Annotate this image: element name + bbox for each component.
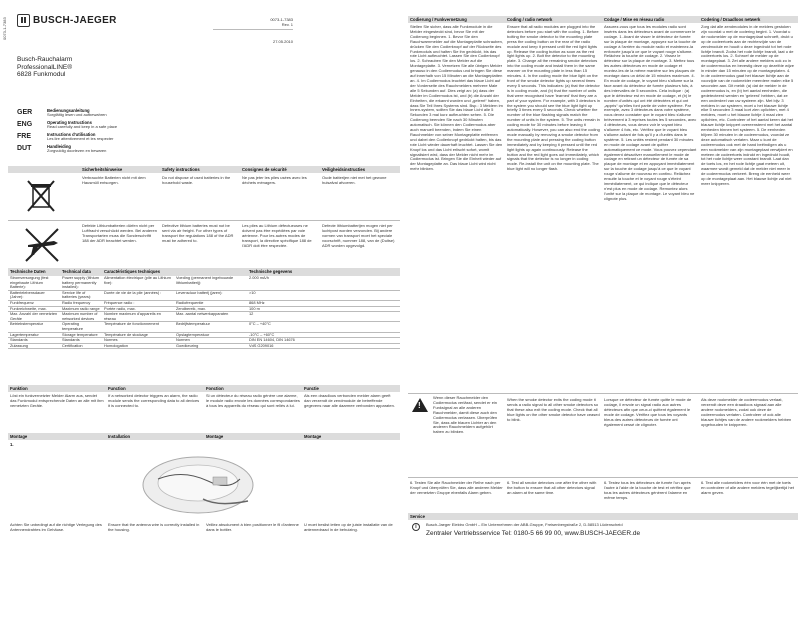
- lang-code: FRE: [17, 132, 31, 140]
- tech-label: Durée de vie de la pile (années) :: [104, 289, 162, 295]
- tech-label: Bedrijfstemperatuur: [176, 321, 210, 327]
- brand-logo: [17, 14, 117, 27]
- montage-caption: U moet beslist letten op de juiste installatie van de antennedraad in de behuizing.: [304, 522, 393, 532]
- info-icon: i: [412, 523, 420, 531]
- tech-label: Maximum radio range: [62, 305, 100, 311]
- lang-sub: Read carefully and keep in a safe place: [47, 123, 118, 129]
- tech-header-dut: Technische gegevens: [249, 269, 293, 274]
- test-text: 6. Test all smoke detectors one after the other with the button to ensure that all other detectors signal an alarm at the same time.: [507, 480, 597, 495]
- tech-label: Stromversorgung (fest eingebaute Lithium Batterie):: [10, 275, 49, 290]
- test-text: 6. Testen Sie alle Rauchmelder der Reihe nach per Knopf und überprüfen Sie, dass alle anderen Melder der vernetzten Gruppe ebenfalls Alarm geben.: [410, 480, 503, 495]
- coding-header-ger: Codierung / Funkvernetzung: [410, 17, 467, 22]
- safety-header-eng: Safety instructions: [162, 167, 200, 172]
- tech-label: Normen: [176, 337, 190, 343]
- montage-caption: Achten Sie unbedingt auf die richtige Verlegung des Antennendrahtes im Gehäuse.: [10, 522, 102, 532]
- vertical-doc-code: 0073-1-7383: [2, 17, 7, 40]
- lang-sub: Sorgfältig lesen und aufbewahren: [47, 112, 107, 117]
- lang-code: GER: [17, 109, 33, 116]
- tech-value: -10°C – +60°C: [249, 331, 275, 337]
- warning-text: Wenn dieser Rauchmelder den Codiermodus verlässt, sendet er ein Funksignal an alle anderen Rauchmelder, damit diese auch den Codiermodus verlassen. Überprüfen Sie, dass alle blauen Lichter an den anderen Rauchmeldern aufgehört haben zu blinken.: [433, 396, 498, 435]
- warning-row: [408, 396, 798, 476]
- tech-label: Opslagtemperatuur: [176, 331, 210, 337]
- coding-text: Zorg dat alle zendmodules in de melders gestoken zijn voordat u met de codering begint. 1. Voordat u de rookmelder op de montageplaat schroeft, drukt u op de codeertoets aan de rechterzijde van de zendmodule en houdt u deze ingedrukt tot het rode lichtje brandt. Zodra het rode lichtje brandt, laat u de codeertoets los. 2. Schroef de melder op de montageplaat. 3. Zet alle andere melders ook zo in de codeermodus en bevestig deze op dezelfde wijze in minder dan 15 minuten op de montageplaten. 4. In de codeermodus gaat het blauwe lichtje aan de voorzijde van de rookmelder meerdere malen elke 5 seconden aan. Dit meldt: (a) dat de melder in de codeermodus is, en (b) het aantal eenheden, die gedetecteerd werden en 'geleerd' hebben, dat ze een onderdeel van uw systeem zijn. Met bijv. 3 melders in uw systeem, moet u het blauwe lichtje elke 5 seconden 3 maal kort zien oplichten, met 4 melders, moet u het blauwe lichtje 4 maal zien oplichten, etc. Controleer of het aantal keren dat het blauwe lichtje knippert overeenstemt met het aantal eenheden binnen het systeem. 5. De eenheden blijven 30 minuten in de codeermodus, voordat ze deze automatisch verlaten. Maar u kunt de codeermodus ook met de hand beëindigen als u een rookmelder van zijn montageplaat verwijdert en meteen de codeertoets indrukt en ingedrukt houdt, tot het rode lichtje weer constant brandt. Laat dan de toets los, en het rode lichtje gaat meteen uit, waarmee wordt gemeld dat de melder niet meer in de codeermodus verkeert. Breng de eenheid weer op de montageplaat aan. Het blauwe lichtje zal niet meer knipperen.: [701, 24, 794, 186]
- tech-label: Goedkeuring: [176, 342, 199, 348]
- safety-row: [8, 221, 400, 273]
- tech-label: Betriebstemperatur: [10, 321, 44, 327]
- brand-name: BUSCH-JAEGER: [33, 15, 117, 26]
- tech-header-eng: Technical data: [62, 269, 91, 274]
- doc-number: 0073-1-7383: [270, 17, 293, 22]
- warning-text: When the smoke detector exits the coding mode it sends a radio signal to all other smoke detectors so that these also exit the coding mode. Check that all blue lights on the other smoke detector have ceased to blink.: [507, 397, 600, 422]
- safety-header-fre: Consignes de sécurité: [242, 167, 287, 172]
- function-header-dut: Functie: [304, 386, 319, 391]
- service-address: Busch-Jaeger Elektro GmbH – Ein Unternehmen der ABB-Gruppe, Freisenbergstraße 2, D-58513 Lüdenscheid: [426, 522, 623, 527]
- tech-header-ger: Technische Daten: [10, 269, 46, 274]
- warning-text: Als deze rookmelder de codeermodus verlaat, verzendt deze een draadloos signaal aan alle andere rookmelders, zodat ook deze de codeermodus verlaten. Controleer of ook alle blauwe lichtjes van de andere rookmelders hebben opgehouden te knipperen.: [701, 397, 792, 427]
- tech-label: Batterielebensdauer (Jahre):: [10, 289, 45, 300]
- doc-meta: [213, 18, 293, 45]
- tech-label: Storage temperature: [62, 331, 98, 337]
- product-title: [17, 56, 72, 79]
- montage-section: [8, 433, 400, 535]
- service-contact: Zentraler Vertriebsservice Tel: 0180-5 66 99 00, www.BUSCH-JAEGER.de: [426, 529, 641, 537]
- safety-text: Defective lithium batteries must not be sent via air freight. For other types of transport the regulations 188 of the ADR must be adhered to.: [162, 223, 234, 243]
- tech-row: [8, 322, 400, 332]
- montage-header: [8, 433, 400, 440]
- function-row: [8, 392, 400, 422]
- lang-title: Instructions d'utilisation: [47, 131, 96, 137]
- tech-label: Alimentation électrique (pile au Lithium fixe):: [104, 275, 171, 285]
- tech-label: Portée radio, max.: [104, 305, 136, 311]
- lang-title: Bedienungsanleitung: [47, 108, 90, 113]
- tech-value: 2.000 mA/h: [249, 275, 269, 280]
- lang-sub: Les lire attentivement et les respecter: [47, 135, 114, 141]
- function-text: Löst ein funkvernetzter Melder Alarm aus, sendet das Funkmodul entsprechende Daten an alle mit ihm vernetzten Geräte.: [10, 393, 104, 408]
- tech-label: Power supply (lithium battery permanently installed):: [62, 275, 99, 290]
- safety-text: Verbrauchte Batterien nicht mit dem Hausmüll entsorgen.: [82, 175, 146, 185]
- tech-label: Levensduur batterij (jaren):: [176, 289, 223, 295]
- tech-header-fre: Caractéristiques techniques: [104, 269, 161, 274]
- tech-label: Radio frequency: [62, 299, 91, 305]
- montage-header-eng: Installation: [108, 434, 131, 439]
- coding-header-fre: Codage / Mise en réseau radio: [604, 17, 665, 22]
- function-text: Si un détecteur du réseau radio génère une alarme, le module radio envoie les données correspondantes à tous les appareils du réseau qui sont reliés à lui.: [206, 393, 300, 408]
- coding-text: Assurez-vous que tous les modules radio sont insérés dans les détecteurs avant de commencer le codage. 1. Avant de visser le détecteur de fumée sur la plaque de montage, appuyez sur la touche de codage à l'arrière du module radio et maintenez-la enfoncée jusqu'à ce que le voyant rouge s'allume. Relâchez la touche de codage. 2. Vissez le détecteur sur la plaque de montage. 3. Mettez tous les autres détecteurs en mode de codage et montez-les de la même manière sur les plaques de montage dans un délai de 15 minutes maximum. 4. En mode de codage, le voyant bleu s'allume sur la face avant du détecteur de fumée plusieurs fois, à des intervalles de 5 secondes. Cela indique : (a) que le détecteur est en mode de codage, et (b) le nombre d'unités qui ont été détectées et qui ont „appris“ qu'elles font partie de votre système. Par exemple, avec 3 détecteurs dans votre système, vous devez constater que le voyant bleu s'allume brièvement à 3 reprises toutes les 5 secondes, avec 4 détecteurs, vous devez voir le voyant bleu s'allumer 4 fois, etc. Vérifiez que le voyant bleu s'allume autant de fois qu'il y a d'unités dans le système. 5. Les unités restent pendant 30 minutes en mode de codage avant de quitter automatiquement ce mode. Vous pouvez cependant également désactiver manuellement le mode de codage en retirant un détecteur de fumée de sa plaque de montage et en appuyant immédiatement sur la touche de codage jusqu'à ce que le voyant rouge s'allume de nouveau en continu. Relâchez ensuite la touche et le voyant rouge s'éteint immédiatement, ce qui indique que le détecteur n'est plus en mode de codage. Remontez alors l'unité sur la plaque de montage. Le voyant bleu ne clignote plus.: [604, 24, 697, 201]
- product-line2: ProfessionalLINE®: [17, 63, 73, 71]
- coding-header: [408, 16, 798, 23]
- tech-label: Voeding (permanent ingebouwde lithiumbatterij):: [176, 275, 234, 285]
- test-row: [408, 479, 798, 511]
- language-list: [17, 108, 217, 154]
- tech-row: [8, 344, 400, 350]
- bin-crossed-icon: [8, 173, 80, 220]
- test-text: 6. Testez tous les détecteurs de fumée l'un après l'autre à l'aide de la touche de test et vérifiez que tous les autres détecteurs génèrent l'alarme en même temps.: [604, 480, 691, 500]
- tech-label: Radiofrequentie: [176, 299, 204, 305]
- lang-title: Operating Instructions: [47, 119, 92, 125]
- coding-text: Ensure that all radio modules are plugged into the detectors before you start with the coding. 1. Before bolting the smoke detector to the mounting plate press the coding button on the rear of the radio module and keep it pressed until the red light lights up. Release the coding button as soon as the red light lights up. 2. Bolt the detector to the mounting plate. 3. Change all the remaining smoke detectors into the coding mode and install them in the same manner on the mounting plate in less than 15 minutes. 4. In the coding mode the blue light on the front of the smoke detector lights up several times every 5 seconds. This indicates: (a) that the detector is in coding mode, and (b) that the number of units that were recognised have 'learned' that they are a part of your system. For example, with 3 detectors in the system you should see the blue light light up briefly 3 times every 5 seconds. Check whether the number of the blue flashing signals match the number of units in the system. 5. The units remain in coding mode for 30 minutes before leaving it automatically. However, you can also end the coding mode manually by removing a smoke detector from the mounting plate and pressing the coding button immediately and by keeping it pressed until the red light lights up again continuously. Release the button and the red light goes out immediately, which signals that the detector is no longer in coding mode. Re-install the unit on the mounting plate. The blue light will no longer flash.: [507, 24, 600, 172]
- service-header: Service: [408, 513, 798, 520]
- tech-data-section: [8, 268, 400, 349]
- tech-value: VdS G209016: [249, 342, 274, 348]
- lang-row: [17, 120, 217, 130]
- warning-cell: [408, 396, 505, 476]
- test-text: 6. Test alle rookmelders één voor één met de toets en controleer of alle andere melders tegelijkertijd het alarm geven.: [701, 480, 794, 495]
- function-text: If a networked detector triggers an alarm, the radio module sends the corresponding data to all devices it is connected to.: [108, 393, 200, 408]
- montage-header-ger: Montage: [10, 434, 28, 439]
- doc-date: 27.05.2010: [272, 38, 293, 44]
- function-header-ger: Funktion: [10, 386, 28, 391]
- brand-logo-icon: [17, 14, 30, 27]
- tech-value: 12: [249, 311, 254, 317]
- tech-label: Funkfrequenz: [10, 299, 34, 305]
- safety-text: Ne pas jeter les piles usées avec les déchets ménagers.: [242, 175, 307, 185]
- function-section: [8, 385, 400, 422]
- safety-text: Defecte lithiumbatterijen mogen niet per luchtpost worden verzonden. Bij andere vormen van transport moet het speciale voorschrift, nummer 188, van de (Duitse) ADR worden opgevolgd.: [322, 223, 395, 248]
- tech-row: [8, 276, 400, 291]
- tech-label: Température de fonctionnement: [104, 321, 159, 327]
- product-line3: 6828 Funkmodul: [17, 71, 66, 78]
- tech-value: 100 m: [249, 305, 260, 311]
- coding-section: [408, 16, 798, 393]
- montage-caption: Ensure that the antenna wire is correctly installed in the housing.: [108, 522, 200, 532]
- tech-label: Service life of batteries (years):: [62, 289, 92, 300]
- montage-caption: Veillez absolument à bien positionner le fil d'antenne dans le bottier.: [206, 522, 299, 532]
- lang-row: [17, 132, 217, 142]
- montage-header-dut: Montage: [304, 434, 322, 439]
- function-header-eng: Function: [108, 386, 126, 391]
- no-airfreight-icon: [8, 221, 80, 273]
- tech-value: 868 MHz: [249, 299, 265, 305]
- lang-sub: Zorgvuldig doorlezen en bewaren: [47, 147, 107, 153]
- tech-label: Zulassung: [10, 342, 28, 348]
- tech-label: Max. Anzahl der vernetzten Geräte: [10, 311, 58, 321]
- montage-step: 1.: [10, 442, 14, 447]
- lang-row: [17, 108, 217, 118]
- safety-header-dut: Veiligheidsinstructies: [322, 167, 366, 172]
- tech-label: Standards: [62, 337, 80, 343]
- safety-text: Oude batterijen niet met het gewone huisafval afvoeren.: [322, 175, 387, 185]
- coding-header-eng: Coding / radio network: [507, 17, 553, 22]
- tech-label: Funkreichweite, max.: [10, 305, 47, 311]
- smoke-detector-illustration: [8, 449, 400, 521]
- tech-label: Homologation: [104, 342, 129, 348]
- montage-captions: [8, 521, 400, 535]
- service-body: [408, 520, 798, 541]
- product-line1: Busch-Rauchalarm: [17, 56, 73, 63]
- lang-title: Handleiding: [47, 143, 71, 149]
- doc-rev: Rev. 1: [281, 21, 293, 27]
- function-text: Als een draadloos verbonden melder alarm geeft dan verzendt de zendmodule de betreffende gegevens naar alle daarmee verbonden apparaten.: [304, 393, 395, 408]
- coding-body: [408, 23, 798, 393]
- tech-label: Max. aantal netwerkapparaten: [176, 311, 229, 317]
- safety-text: Do not dispose of used batteries in the household waste.: [162, 175, 231, 185]
- tech-label: Maximum number of networked devices: [62, 311, 98, 321]
- safety-section: [8, 166, 400, 273]
- tech-label: Lagertemperatur: [10, 331, 39, 337]
- lang-code: ENG: [17, 120, 33, 128]
- tech-label: Zendbereik, max.: [176, 305, 207, 311]
- warning-icon: [412, 398, 428, 412]
- tech-label: Température de stockage: [104, 331, 148, 337]
- tech-label: Operating temperature: [62, 321, 83, 331]
- lang-row: [17, 144, 217, 154]
- safety-text: Les piles au Lithium défectueuses ne doivent pas être expédiées par voie aérienne. Pour les autres modes de transport, la directive spécifique 188 de l'ADR doit être respectée.: [242, 223, 312, 248]
- function-header: [8, 385, 400, 392]
- lang-code: DUT: [17, 144, 32, 152]
- warning-text: Lorsque ce détecteur de fumée quitte le mode de codage, il envoie un signal radio aux autres détecteurs afin que ceux-ci quittent également le mode de codage. Vérifiez que tous les voyants bleus des autres détecteurs de fumée ont également cessé de clignoter.: [604, 397, 692, 427]
- tech-value: DIN EN 14604, DIN 14676: [249, 337, 295, 343]
- safety-header: [8, 166, 400, 173]
- tech-value: 0°C – +40°C: [249, 321, 271, 327]
- safety-row: [8, 173, 400, 221]
- safety-text: Defekte Lithiumbatterien dürfen nicht per Luftfracht verschückt werden. Bei anderen Transportarten muss die Sonderschriftt 188 der ADR beachtet werden.: [82, 223, 157, 243]
- tech-label: Standards: [10, 337, 28, 343]
- tech-label: Fréquence radio :: [104, 299, 135, 305]
- tech-label: Certification: [62, 342, 83, 348]
- safety-header-ger: Sicherheitshinweise: [82, 167, 123, 172]
- tech-value: >10: [249, 289, 256, 295]
- tech-label: Nombre maximum d'appareils en réseau: [104, 311, 161, 321]
- montage-header-fre: Montage: [206, 434, 224, 439]
- coding-text: Stellen Sie sicher, dass alle Funkmodule in die Melder eingesteckt sind, bevor Sie mit der Codierung beginnen. 1. Bevor Sie den Rauchwarnmelder auf die Montageplatte schrauben, drücken Sie den Codierknopf auf der Rückseite des Funkmoduls und halten Sie ihn gedrückt, bis das rote Licht aufleuchtet. Lassen Sie den Codierknopf los. 2. Schrauben Sie den Melder auf die Montageplatte. 3. Vernetzen Sie alle übrigen Melder genauso in den Codiermodus und bringen Sie diese auf innerhalb von 15 Minuten an die Montageplatten an. 4. Im Codiermodus leuchtet das blaue Licht auf der Vorderseite des Rauchmelders mehrere Male alle 5 Sekunden auf. Dies zeigt an: (a) dass der Melder im Codiermodus ist, und (b) die Anzahl der Einheiten, die erkannt wurden und „gelernt“ haben, dass Sie Teil Ihres Systems sind. Bsp.: 3 Meldern im Innen-system, sollten Sie das blaue Licht alle 5 Sekunden 3 mal kurz aufleuchten sehen. 5. Die Codierung beenden Sie nach 30 Minuten automatisch. Sie können den Codiermodus aber auch manuell beenden, indem Sie einen Rauchmelder von seiner Montageplatte entfernen und dabei den Codierknopf gedrückt halten, bis das rote Licht wieder dauerhaft leuchtet. Lassen Sie den Knopf los und das Licht erlischt sofort, womit signalisiert wird, dass der Melder nicht mehr im Codiermodus ist. Bringen Sie die Einheit wieder auf der Montageplatte an. Das blaue Licht wird nicht mehr blinken.: [410, 24, 503, 172]
- tech-label: Normes: [104, 337, 118, 343]
- service-section: [408, 513, 798, 541]
- coding-header-dut: Codering / Draadloos netwerk: [701, 17, 761, 22]
- function-header-fre: Fonction: [206, 386, 224, 391]
- tech-table: [8, 276, 400, 349]
